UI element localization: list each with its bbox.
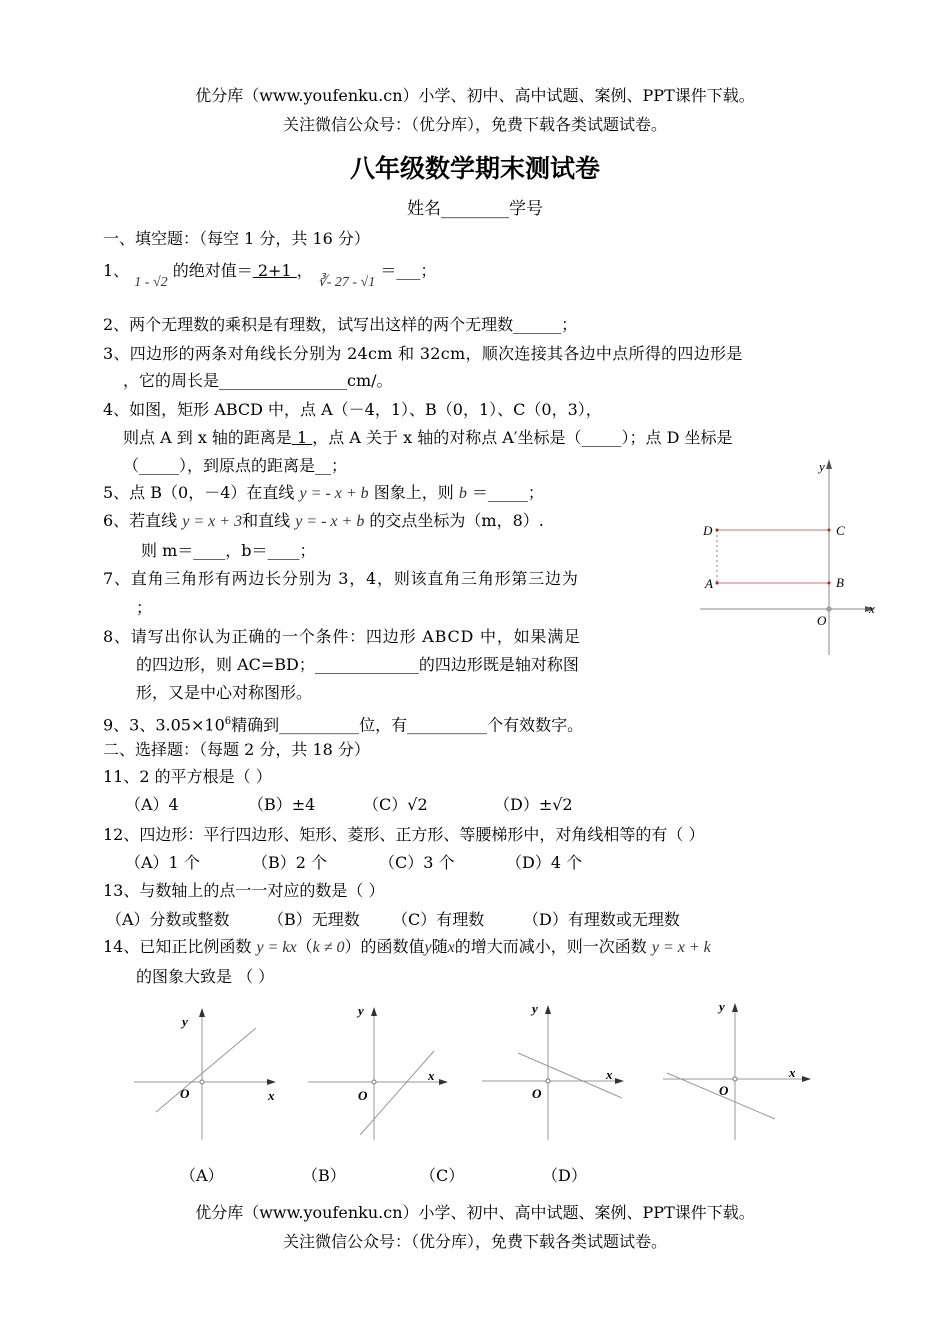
q9-exponent: 6 xyxy=(224,716,232,727)
q1-expr2: ∛- 27 - √1 xyxy=(317,275,376,290)
q6-expr2: y = - x + b xyxy=(295,513,365,530)
graph-a-line xyxy=(156,1028,256,1112)
question-13-option-d: （D）有理数或无理数 xyxy=(523,910,680,929)
graph-a-origin xyxy=(200,1080,204,1084)
q1-text4: ； xyxy=(420,261,437,280)
q4-text-a: 则点 A 到 x 轴的距离是 xyxy=(123,428,292,447)
q1-text3: ＝ xyxy=(380,261,397,280)
graph-b-origin xyxy=(372,1080,376,1084)
label-b: B xyxy=(836,575,844,590)
question-12-option-d: （D）4 个 xyxy=(506,853,583,872)
graph-a-label-x: x xyxy=(268,1088,275,1103)
graph-d-y-arrow-icon xyxy=(732,1003,738,1012)
graph-c-x-arrow-icon xyxy=(615,1078,624,1084)
point-a xyxy=(716,582,719,585)
graph-a-label-o: O xyxy=(180,1086,190,1101)
graph-b-y-arrow-icon xyxy=(371,1007,377,1016)
q5-text-b: 图象上，则 xyxy=(373,483,454,502)
question-11-option-b: （B）±4 xyxy=(248,795,316,814)
question-13: 13、与数轴上的点一一对应的数是（ ） xyxy=(103,881,385,900)
graph-option-d: （D） xyxy=(542,1166,587,1185)
page-title: 八年级数学期末测试卷 xyxy=(349,154,600,183)
q6-text-b: 和直线 xyxy=(242,511,291,530)
question-11-option-a: （A）4 xyxy=(125,795,179,814)
question-7-line-2: ； xyxy=(136,598,153,617)
q14-var-y: y xyxy=(424,939,432,956)
q9-text-a: 9、3、3.05×10 xyxy=(103,715,225,735)
q14-expr3: y = x + k xyxy=(651,939,711,956)
footer-line-2: 关注微信公众号：（优分库），免费下载各类试题试卷。 xyxy=(282,1232,667,1251)
graph-d-label-x: x xyxy=(789,1065,796,1080)
question-6-line-2: 则 m＝____，b＝____； xyxy=(141,541,316,560)
graph-option-b: （B） xyxy=(302,1166,346,1185)
section-2-heading: 二、选择题：（每题 2 分，共 18 分） xyxy=(103,740,370,759)
graph-option-a: （A） xyxy=(180,1166,224,1185)
graph-b-label-y: y xyxy=(358,1003,364,1018)
question-8-line-1: 8、请写出你认为正确的一个条件：四边形 ABCD 中，如果满足 xyxy=(103,627,581,646)
q1-text2: ， xyxy=(296,261,313,280)
q1-num: 1、 xyxy=(103,261,130,280)
label-c: C xyxy=(836,523,845,538)
graph-b xyxy=(300,995,460,1145)
question-12-option-a: （A）1 个 xyxy=(125,853,200,872)
question-12: 12、四边形：平行四边形、矩形、菱形、正方形、等腰梯形中，对角线相等的有（ ） xyxy=(103,825,705,844)
q6-expr1: y = x + 3 xyxy=(182,513,243,530)
q1-answer1: 2+1 xyxy=(252,261,297,280)
header-line-1: 优分库（www.youfenku.cn）小学、初中、高中试题、案例、PPT课件下载。 xyxy=(195,86,755,105)
label-d: D xyxy=(703,523,713,538)
question-13-option-a: （A）分数或整数 xyxy=(106,910,230,929)
q1-text1: 的绝对值＝ xyxy=(172,261,253,280)
label-x: x xyxy=(869,601,875,616)
q5-expr: y = - x + b xyxy=(299,485,369,502)
graph-c-label-o: O xyxy=(532,1086,542,1101)
q14-expr1: y = kx xyxy=(256,939,297,956)
q6-text-a: 6、若直线 xyxy=(103,511,178,530)
graph-d-label-o: O xyxy=(719,1083,729,1098)
graph-c xyxy=(476,995,636,1145)
graph-option-c: （C） xyxy=(420,1166,465,1185)
q9-text-b: 精确到__________位，有__________个有效数字。 xyxy=(231,715,584,735)
graph-c-label-y: y xyxy=(532,1001,538,1016)
question-4-line-3: （_____），到原点的距离是__； xyxy=(123,456,348,475)
q14-text-c: ）的函数值 xyxy=(344,937,425,956)
question-1 xyxy=(103,260,437,290)
question-8-line-2: 的四边形，则 AC=BD；_____________的四边形既是轴对称图 xyxy=(136,655,579,674)
point-b xyxy=(828,582,831,585)
label-o: O xyxy=(817,613,827,628)
graph-b-label-x: x xyxy=(428,1068,435,1083)
question-3-line-2: ，它的周长是________________cm/。 xyxy=(123,371,393,390)
question-5 xyxy=(103,482,544,505)
q5-expr2: b xyxy=(458,485,467,502)
question-7-line-1: 7、直角三角形有两边长分别为 3，4，则该直角三角形第三边为 xyxy=(103,569,579,588)
section-1-heading: 一、填空题：（每空 1 分，共 16 分） xyxy=(103,229,370,248)
q5-text-c: ＝_____； xyxy=(471,483,544,502)
question-13-option-b: （B）无理数 xyxy=(268,910,360,929)
graph-a-y-arrow-icon xyxy=(199,1008,205,1017)
question-11-option-c: （C）√2 xyxy=(363,795,428,814)
label-a: A xyxy=(705,576,713,591)
graph-d xyxy=(655,993,820,1143)
question-12-option-b: （B）2 个 xyxy=(252,853,328,872)
question-11: 11、2 的平方根是（ ） xyxy=(103,767,272,786)
q4-answer: 1 xyxy=(291,428,313,447)
graph-b-x-arrow-icon xyxy=(439,1079,448,1085)
header-line-2: 关注微信公众号：（优分库），免费下载各类试题试卷。 xyxy=(282,115,667,134)
graph-b-line xyxy=(360,1051,434,1135)
graph-c-y-arrow-icon xyxy=(545,1005,551,1014)
rectangle-coordinate-figure xyxy=(695,455,885,660)
q1-expr1: 1 - √2 xyxy=(134,275,168,290)
q14-text-a: 14、已知正比例函数 xyxy=(103,937,252,956)
q5-text-a: 5、点 B（0，－4）在直线 xyxy=(103,483,295,502)
q14-text-e: 的增大而减小，则一次函数 xyxy=(454,937,647,956)
q14-text-b: （ xyxy=(296,937,313,956)
q14-var-x: x xyxy=(447,939,455,956)
question-13-option-c: （C）有理数 xyxy=(392,910,485,929)
label-y: y xyxy=(819,459,825,474)
question-6 xyxy=(103,510,544,533)
q14-text-d: 随 xyxy=(431,937,448,956)
graph-b-label-o: O xyxy=(358,1088,368,1103)
question-2: 2、两个无理数的乘积是有理数，试写出这样的两个无理数______； xyxy=(103,315,578,334)
question-11-option-d: （D）±√2 xyxy=(494,795,573,814)
q4-text-b: ，点 A 关于 x 轴的对称点 A′坐标是（_____）；点 D 坐标是 xyxy=(312,428,733,447)
graph-d-origin xyxy=(733,1077,737,1081)
question-4-line-2 xyxy=(123,427,733,449)
question-12-option-c: （C）3 个 xyxy=(379,853,455,872)
question-14 xyxy=(103,936,711,959)
question-8-line-3: 形，又是中心对称图形。 xyxy=(136,683,313,702)
question-4-line-1: 4、如图，矩形 ABCD 中，点 A（－4，1）、B（0，1）、C（0，3）， xyxy=(103,400,602,419)
q6-text-c: 的交点坐标为（m，8）. xyxy=(369,511,544,530)
graph-d-label-y: y xyxy=(719,999,725,1014)
question-9 xyxy=(103,711,583,736)
q14-expr2: k ≠ 0 xyxy=(312,939,345,956)
graph-d-x-arrow-icon xyxy=(802,1076,811,1082)
question-3-line-1: 3、四边形的两条对角线长分别为 24cm 和 32cm，顺次连接其各边中点所得的四边形是 xyxy=(103,344,743,363)
question-14-line-2: 的图象大致是 （ ） xyxy=(136,967,275,986)
point-d xyxy=(716,529,719,532)
y-axis-arrow-icon xyxy=(826,459,832,469)
graph-c-origin xyxy=(546,1079,550,1083)
graph-a-x-arrow-icon xyxy=(267,1079,276,1085)
q1-answer2: ___ xyxy=(396,261,421,280)
footer-line-1: 优分库（www.youfenku.cn）小学、初中、高中试题、案例、PPT课件下载。 xyxy=(195,1203,755,1222)
graph-a xyxy=(128,1000,288,1145)
graph-c-label-x: x xyxy=(606,1067,613,1082)
point-c xyxy=(828,529,831,532)
name-line: 姓名________学号 xyxy=(407,199,543,219)
graph-a-label-y: y xyxy=(182,1014,188,1029)
